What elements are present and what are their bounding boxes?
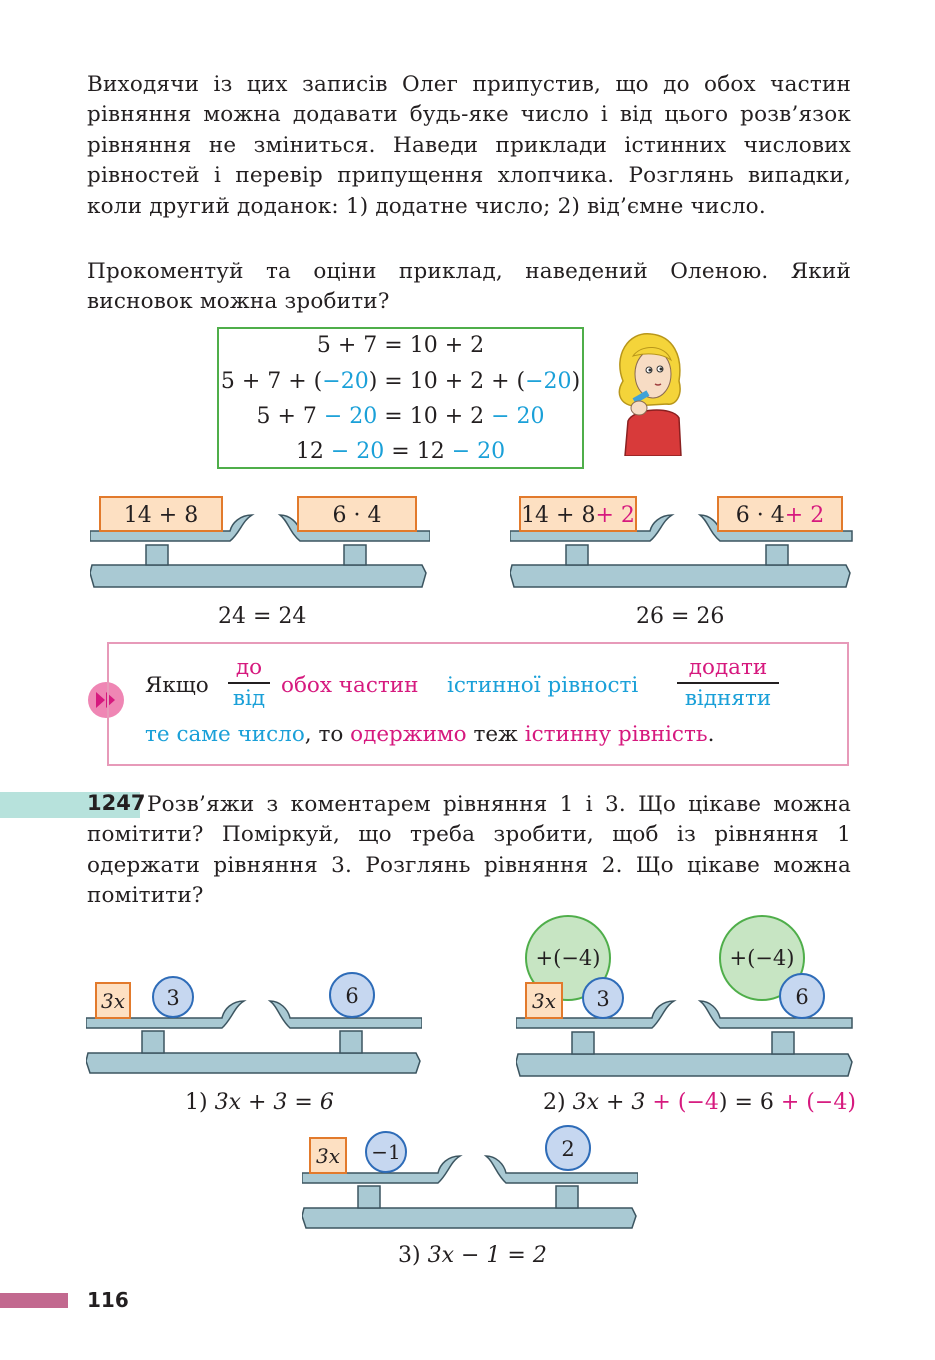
rule-line-2: те саме число, то одержимо теж істинну рівність. [145,722,715,747]
task-text: Розв’яжи з коментарем рівняння 1 і 3. Що цікаве можна помітити? Поміркуй, що треба зробити, щоб із рівняння 1 одержати рівняння 3. Розглянь рівняння 2. Що цікаве можна помітити? [87,792,851,909]
pan-left-label: 14 + 8+ 2 [521,503,635,528]
equations-box [217,327,584,469]
rule-fraction-1: до від [228,655,270,711]
add-right-label: +(−4) [729,946,795,970]
balance-top-right [510,493,855,593]
rule-both-parts: обох частин [281,673,419,698]
equation-line-4: 12 − 20 = 12 − 20 [295,439,506,464]
rule-word-if: Якщо [145,673,209,698]
left-ball-label: 3 [166,986,180,1010]
unknown-box-label: 3x [100,989,126,1013]
add-left-label: +(−4) [535,946,601,970]
page-number: 116 [87,1288,129,1312]
unknown-box-label: 3x [531,989,557,1013]
balance-top-left-caption: 24 = 24 [218,604,307,629]
balance-top-left [90,493,430,593]
balance-3 [302,1118,638,1232]
equation-line-3: 5 + 7 − 20 = 10 + 2 − 20 [256,404,545,429]
left-ball-label: 3 [596,987,610,1011]
page-number-bar [0,1293,68,1308]
task-number: 1247 [87,791,146,815]
rule-true-equality: істинної рівності [447,673,639,698]
olena-illustration [603,326,688,456]
balance-1-caption: 1) 3x + 3 = 6 [185,1090,334,1115]
balance-top-right-caption: 26 = 26 [636,604,725,629]
balance-1 [86,965,422,1077]
balance-3-caption: 3) 3x − 1 = 2 [398,1243,547,1268]
olena-paragraph: Прокоментуй та оціни приклад, наведений Оленою. Який висновок можна зробити? [87,259,851,315]
equation-line-1: 5 + 7 = 10 + 2 [316,333,485,358]
right-ball-label: 6 [345,984,359,1008]
left-ball-label: −1 [371,1140,401,1164]
pan-right-label: 6 · 4 [332,503,382,528]
pan-left-label: 14 + 8 [123,503,199,528]
unknown-box-label: 3x [315,1144,341,1168]
pan-right-label: 6 · 4+ 2 [735,503,825,528]
right-ball-label: 6 [795,985,809,1009]
balance-2-caption: 2) 3x + 3 + (−4) = 6 + (−4) [543,1090,856,1115]
intro-paragraph: Виходячи із цих записів Олег припустив, що до обох частин рівняння можна додавати будь-яке число і від цього розв’язок рівняння не зміниться. Наведи приклади істинних числових рівностей і перевір припущення хлопчика. Розглянь випадки, коли другий доданок: 1) додатне число; 2) від’ємне число. [87,72,851,219]
rule-fraction-2: додати відняти [677,655,779,711]
balance-2 [516,910,854,1078]
equation-line-2: 5 + 7 + (−20) = 10 + 2 + (−20) [220,369,581,394]
right-ball-label: 2 [561,1137,575,1161]
